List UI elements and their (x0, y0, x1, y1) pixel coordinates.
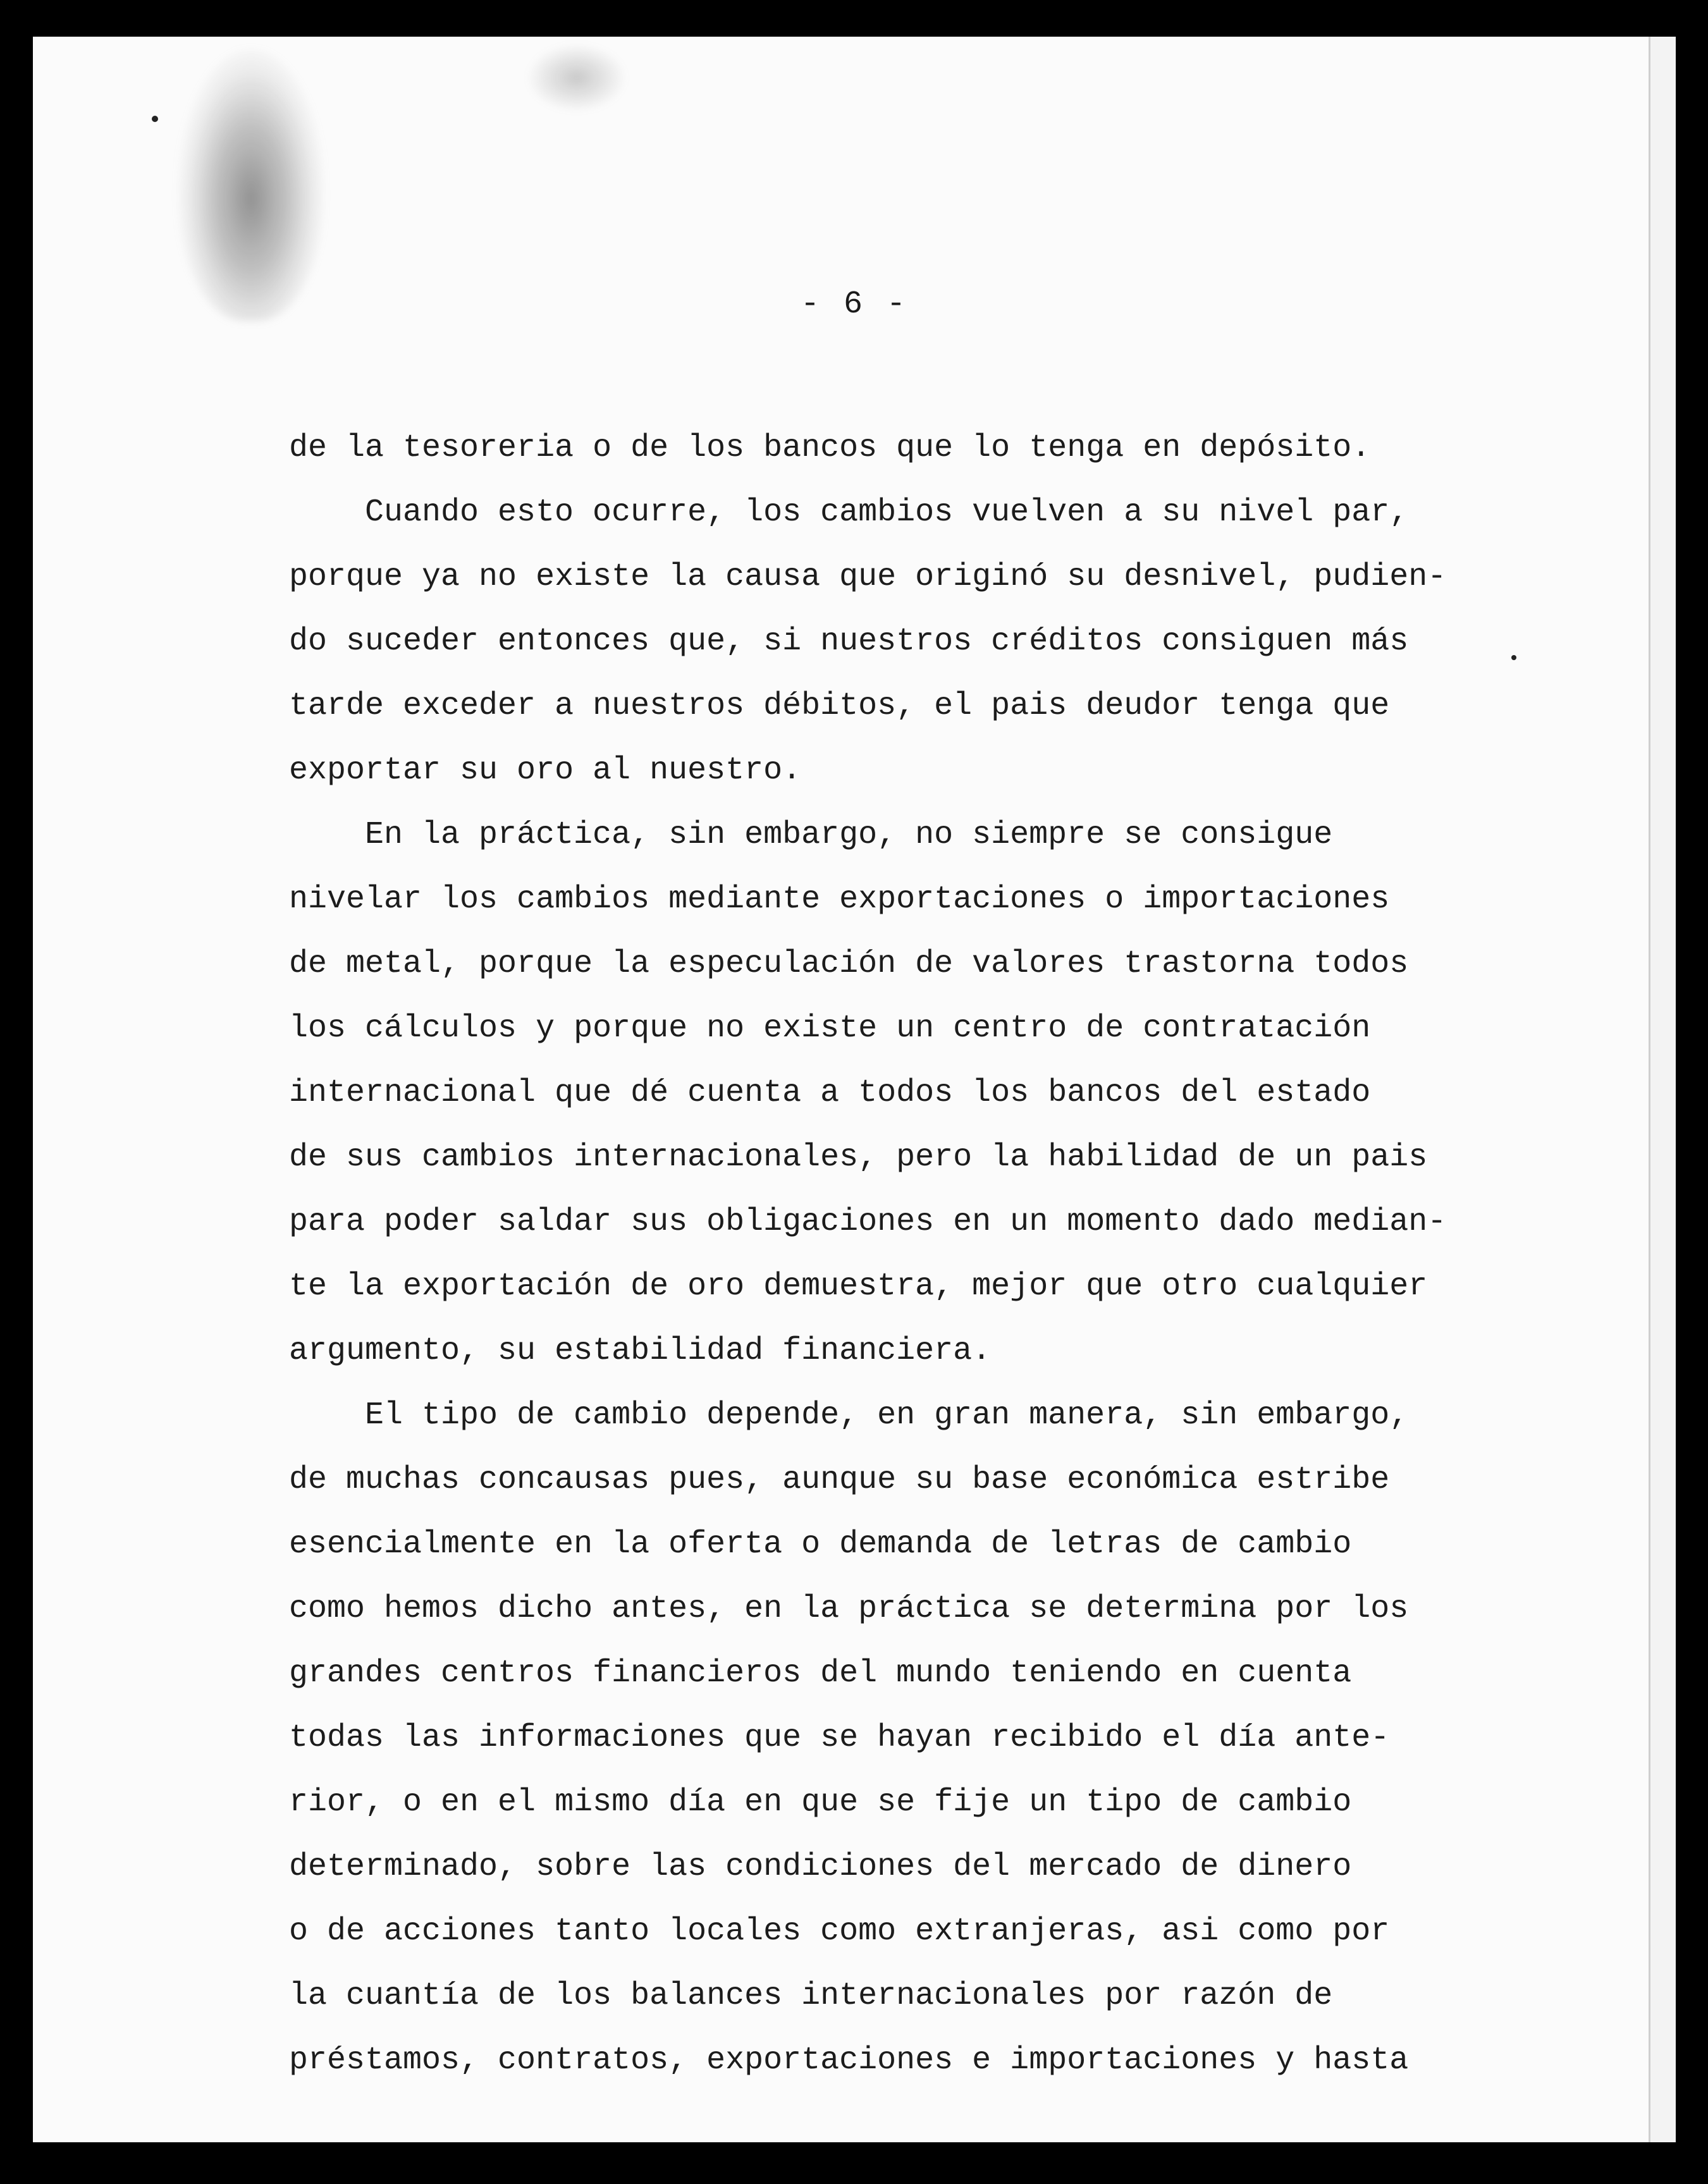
text-line: porque ya no existe la causa que originó su desnivel, pudien- (289, 559, 1447, 595)
typewritten-page (33, 37, 1676, 2142)
page-number: - 6 - (800, 286, 909, 322)
text-line: para poder saldar sus obligaciones en un momento dado median- (289, 1204, 1447, 1240)
text-line: te la exportación de oro demuestra, mejor que otro cualquier (289, 1268, 1428, 1304)
ink-smudge (178, 49, 324, 321)
text-line: todas las informaciones que se hayan recibido el día ante- (289, 1720, 1390, 1756)
text-line: nivelar los cambios mediante exportaciones o importaciones (289, 881, 1390, 917)
text-line: de sus cambios internacionales, pero la habilidad de un pais (289, 1139, 1428, 1175)
text-line: do suceder entonces que, si nuestros créditos consiguen más (289, 623, 1409, 659)
text-line: internacional que dé cuenta a todos los bancos del estado (289, 1075, 1371, 1111)
text-line: grandes centros financieros del mundo teniendo en cuenta (289, 1655, 1352, 1691)
ink-smudge-small (526, 43, 627, 113)
text-line: de la tesoreria o de los bancos que lo tenga en depósito. (289, 430, 1371, 466)
body-text (289, 416, 1503, 2093)
text-line: esencialmente en la oferta o demanda de letras de cambio (289, 1526, 1352, 1562)
ink-dot (152, 116, 158, 122)
text-line: de metal, porque la especulación de valores trastorna todos (289, 946, 1409, 982)
text-line: como hemos dicho antes, en la práctica se determina por los (289, 1591, 1409, 1627)
text-line: determinado, sobre las condiciones del mercado de dinero (289, 1849, 1352, 1885)
text-line: El tipo de cambio depende, en gran manera, sin embargo, (365, 1397, 1409, 1433)
text-line: préstamos, contratos, exportaciones e importaciones y hasta (289, 2042, 1409, 2078)
ink-dot (1511, 655, 1516, 660)
text-line: argumento, su estabilidad financiera. (289, 1333, 992, 1369)
text-line: los cálculos y porque no existe un centro de contratación (289, 1010, 1371, 1046)
text-line: la cuantía de los balances internacionales por razón de (289, 1978, 1333, 2014)
text-line: Cuando esto ocurre, los cambios vuelven a su nivel par, (365, 494, 1409, 531)
page-edge (1649, 37, 1676, 2142)
text-line: de muchas concausas pues, aunque su base económica estribe (289, 1462, 1390, 1498)
text-line: En la práctica, sin embargo, no siempre se consigue (365, 817, 1333, 853)
text-line: o de acciones tanto locales como extranjeras, asi como por (289, 1913, 1390, 1949)
text-line: exportar su oro al nuestro. (289, 752, 802, 788)
text-line: tarde exceder a nuestros débitos, el pais deudor tenga que (289, 688, 1390, 724)
text-line: rior, o en el mismo día en que se fije un tipo de cambio (289, 1784, 1352, 1820)
